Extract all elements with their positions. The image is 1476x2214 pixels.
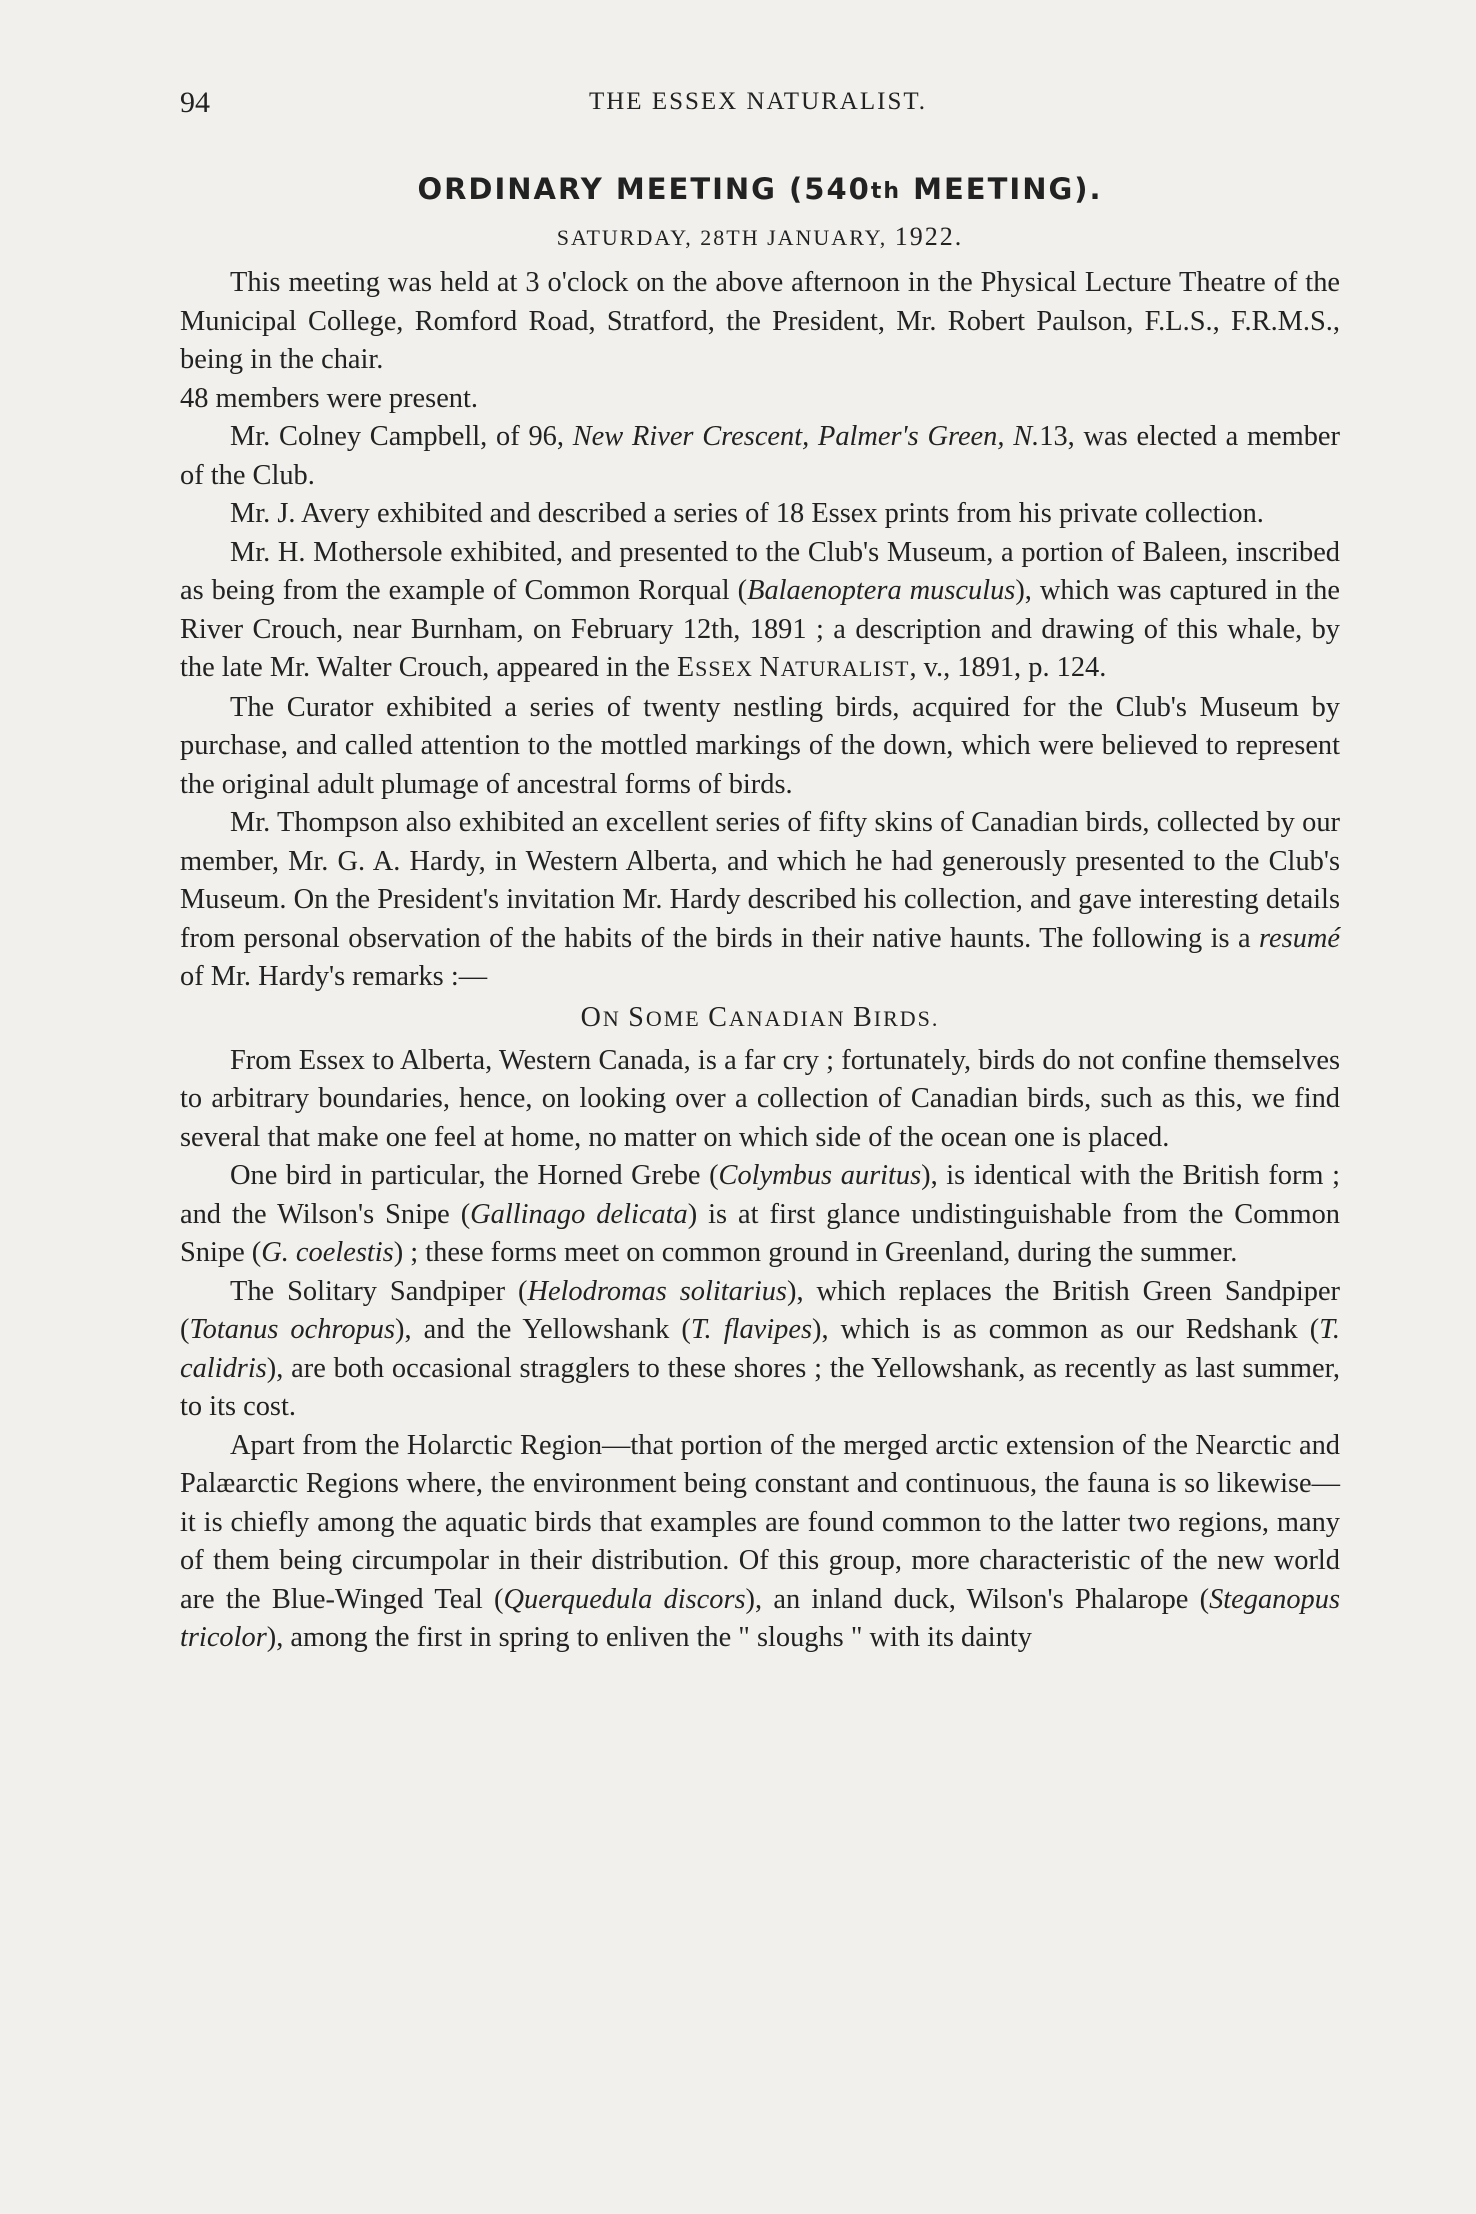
journal-name-smallcaps [677, 652, 910, 683]
meeting-date [180, 221, 1340, 254]
address-italic: New River Crescent, Palmer's Green, N. [572, 421, 1040, 452]
text-run: ), and the Yellowshank ( [395, 1314, 691, 1345]
smallcaps-initial: E [677, 652, 696, 683]
species-name: Gallinago delicata [470, 1198, 688, 1230]
paragraph: This meeting was held at 3 o'clock on the above afternoon in the Physical Lecture Theatre of the Municipal College, Romford Road, Stratford, the President, Mr. Robert Paulson, F.L.S., F.R.M.S., being in the chair. [180, 267, 1340, 375]
meeting-title [180, 170, 1340, 211]
text-run: ) ; these forms meet on common ground in Greenland, during the summer. [393, 1237, 1238, 1268]
paragraph: From Essex to Alberta, Western Canada, is a far cry ; fortunately, birds do not confine themselves to arbitrary boundaries, hence, on looking over a collection of Canadian birds, such as this, we find several that make one feel at home, no matter on which side of the ocean one is placed. [180, 1044, 1340, 1153]
text-run: Mr. Thompson also exhibited an excellent series of fifty skins of Canadian birds, collected by our member, Mr. G. A. Hardy, in Western Alberta, and which he had generously presented to the Club's Museum. On the President's invitation Mr. Hardy described his collection, and gave interesting details from personal observation of the habits of the birds in their native haunts. The following is a [180, 807, 1340, 954]
text-run: of Mr. Hardy's remarks :— [180, 961, 488, 992]
species-name: Totanus ochropus [189, 1314, 396, 1345]
text-run: ), which replaces the British Green Sandpiper ( [180, 1275, 1341, 1345]
smallcaps-rest: OME [645, 1005, 701, 1031]
section-heading [180, 1001, 1340, 1036]
smallcaps-rest: IRDS. [873, 1005, 940, 1031]
paragraph [180, 1157, 1340, 1273]
smallcaps-initial: O [580, 1001, 603, 1033]
text-run: One bird in particular, the Horned Grebe ( [230, 1160, 719, 1191]
meeting-date-text: SATURDAY, 28TH JANUARY, [556, 225, 895, 250]
paragraph: 48 members were present. [180, 382, 478, 414]
species-name: Steganopus tricolor [180, 1583, 1340, 1653]
smallcaps-initial: S [628, 1001, 646, 1033]
text-run: The Solitary Sandpiper ( [230, 1275, 528, 1307]
text-run: ), is identical with the British form ; and the Wilson's Snipe ( [180, 1160, 1340, 1230]
text-run: ), an inland duck, Wilson's Phalarope ( [745, 1583, 1210, 1615]
species-name: T. calidris [180, 1314, 1340, 1384]
text-run: 13, was elected a member of the Club. [180, 421, 1340, 491]
meeting-title-part: MEETING). [901, 172, 1103, 206]
smallcaps-rest: SSEX [695, 656, 753, 681]
paragraph [180, 1427, 1340, 1658]
running-head [180, 86, 1336, 126]
text-run: Apart from the Holarctic Region—that portion of the merged arctic extension of the Nearctic and Palæarctic Regions where, the environment being constant and continuous, the fauna is so likewise—it is chiefly among the aquatic birds that examples are found common to the latter two regions, many of them being circumpolar in their distribution. Of this group, more characteristic of the new world are the Blue-Winged Teal ( [180, 1429, 1340, 1615]
page-number: 94 [180, 86, 210, 119]
journal-title: THE ESSEX NATURALIST. [588, 88, 928, 115]
page-body [180, 170, 1340, 1658]
meeting-date-year: 1922. [894, 222, 964, 251]
smallcaps-rest: N [602, 1005, 621, 1031]
smallcaps-initial: B [853, 1001, 874, 1033]
text-run: Mr. Colney Campbell, of 96, [230, 421, 573, 452]
paragraph [180, 418, 1340, 495]
italic-word: resumé [1259, 922, 1340, 954]
species-name: Balaenoptera musculus [747, 575, 1016, 606]
text-run: ), which is as common as our Redshank ( [812, 1314, 1320, 1345]
paragraph: The Curator exhibited a series of twenty nestling birds, acquired for the Club's Museum by purchase, and called attention to the mottled markings of the down, which were believed to represent the original adult plumage of ancestral forms of birds. [180, 691, 1340, 800]
species-name: Querquedula discors [503, 1583, 746, 1615]
text-run: ), are both occasional stragglers to these shores ; the Yellowshank, as recently as last summer, to its cost. [180, 1352, 1340, 1422]
smallcaps-rest: ATURALIST [780, 656, 910, 681]
paragraph [180, 1273, 1340, 1427]
species-name: T. flavipes [690, 1314, 812, 1345]
smallcaps-rest: ANADIAN [728, 1005, 846, 1031]
meeting-title-part: ORDINARY MEETING (540 [417, 172, 871, 206]
text-run: ), among the first in spring to enliven the " sloughs " with its dainty [266, 1622, 1032, 1653]
species-name: G. coelestis [261, 1237, 394, 1268]
smallcaps-initial: N [759, 652, 781, 683]
paragraph [180, 804, 1340, 997]
text-run: ), which was captured in the River Crouch, near Burnham, on February 12th, 1891 ; a description and drawing of this whale, by the late Mr. Walter Crouch, appeared in the [180, 575, 1340, 683]
text-run: , v., 1891, p. 124. [909, 652, 1107, 683]
species-name: Colymbus auritus [718, 1160, 922, 1191]
species-name: Helodromas solitarius [527, 1275, 787, 1307]
smallcaps-initial: C [708, 1001, 729, 1033]
paragraph: Mr. J. Avery exhibited and described a series of 18 Essex prints from his private collection. [230, 498, 1264, 529]
text-run: ) is at first glance undistinguishable from the Common Snipe ( [180, 1198, 1340, 1268]
text-run: Mr. H. Mothersole exhibited, and presented to the Club's Museum, a portion of Baleen, inscribed as being from the example of Common Rorqual ( [180, 536, 1340, 606]
meeting-title-ordinal: th [870, 179, 902, 204]
paragraph [180, 534, 1340, 689]
